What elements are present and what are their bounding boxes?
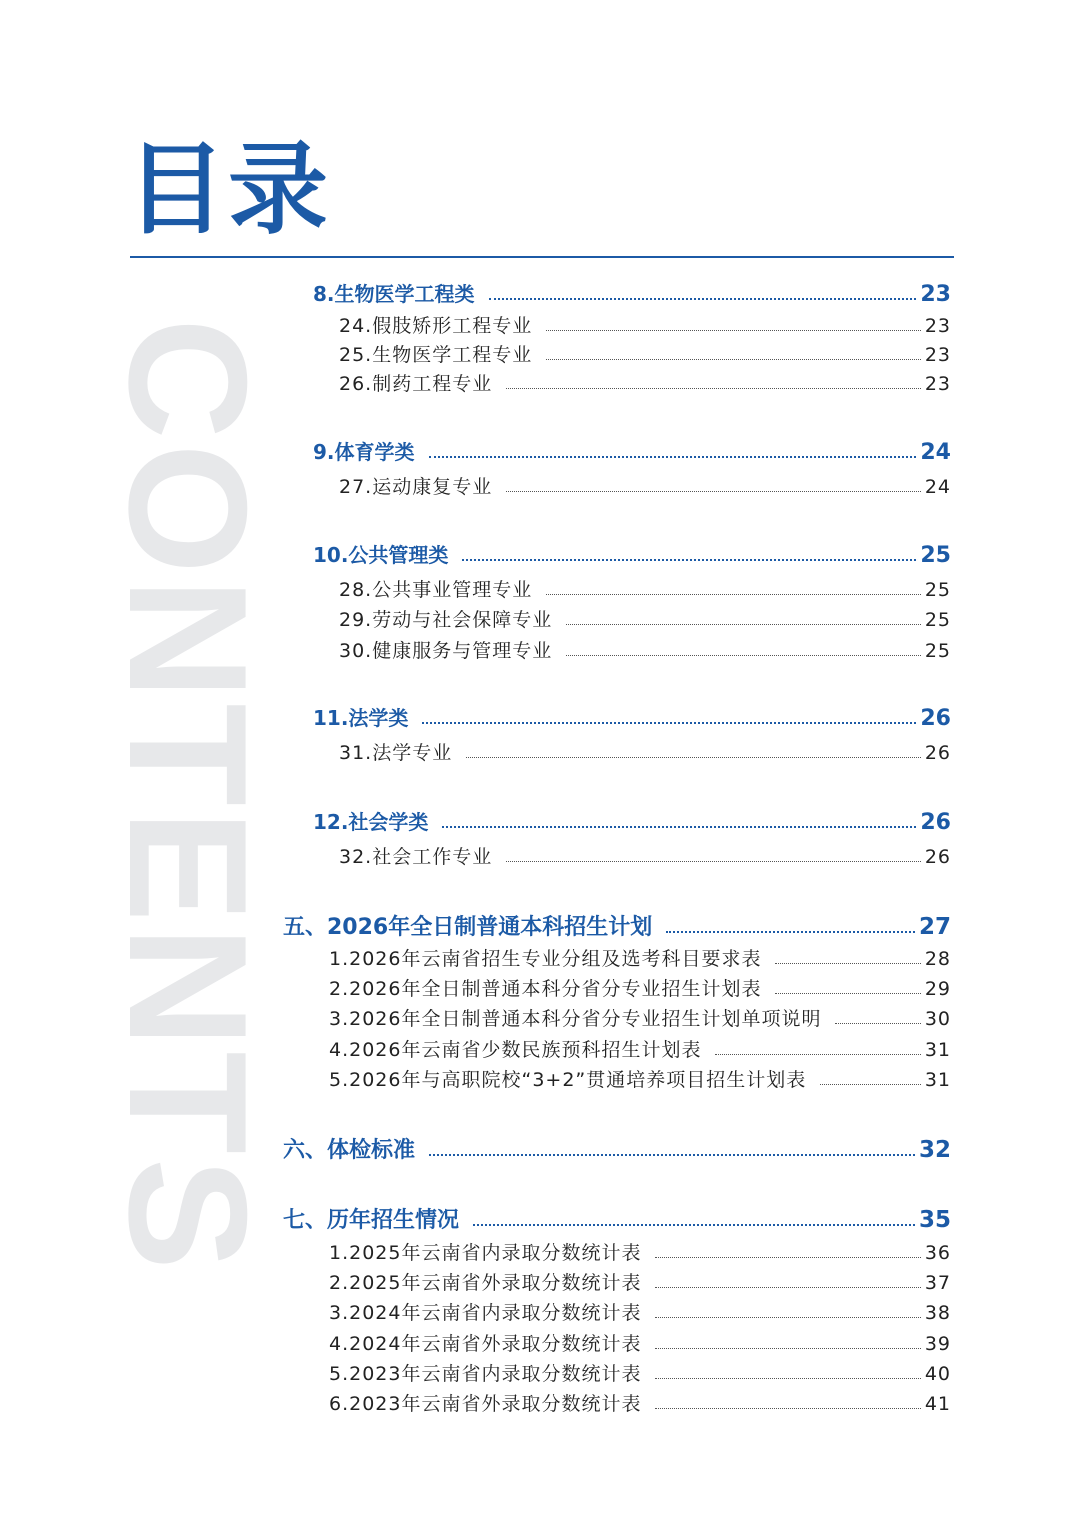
- toc-subitem-row[interactable]: [329, 1298, 951, 1325]
- toc-page-number: 23: [924, 315, 951, 337]
- toc-page-number: 30: [924, 1008, 951, 1030]
- dot-leader: [666, 931, 915, 933]
- toc-entry-label: 六、体检标准: [283, 1138, 416, 1163]
- toc-page-number: 24: [924, 476, 951, 498]
- dot-leader: [655, 1317, 920, 1318]
- toc-subitem-row[interactable]: [329, 1238, 951, 1265]
- toc-page-number: 41: [924, 1393, 951, 1415]
- toc-page-number: 25: [924, 640, 951, 662]
- dot-leader: [506, 388, 921, 389]
- toc-subitem-row[interactable]: [329, 1065, 951, 1092]
- toc-page-number: 25: [924, 609, 951, 631]
- toc-entry-label: 32.社会工作专业: [339, 846, 493, 868]
- dot-leader: [775, 963, 920, 964]
- dot-leader: [429, 1154, 915, 1156]
- toc-entry-label: 9.体育学类: [313, 440, 415, 464]
- dot-leader: [775, 993, 920, 994]
- dot-leader: [655, 1408, 920, 1409]
- dot-leader: [835, 1023, 920, 1024]
- toc-entry-label: 28.公共事业管理专业: [339, 579, 533, 601]
- toc-page-number: 23: [924, 344, 951, 366]
- watermark-text: CONTENTS: [94, 318, 282, 1274]
- toc-page-number: 38: [924, 1302, 951, 1324]
- toc-page-number: 23: [920, 282, 951, 307]
- toc-entry-label: 1.2025年云南省内录取分数统计表: [329, 1242, 642, 1264]
- toc-entry-label: 5.2026年与高职院校“3+2”贯通培养项目招生计划表: [329, 1069, 807, 1091]
- toc-entry-label: 31.法学专业: [339, 742, 453, 764]
- toc-section-row[interactable]: [283, 1203, 951, 1234]
- toc-category-row[interactable]: [313, 702, 951, 731]
- toc-page-number: 26: [924, 846, 951, 868]
- toc-page-number: 40: [924, 1363, 951, 1385]
- toc-subitem-row[interactable]: [339, 340, 951, 367]
- toc-entry-label: 11.法学类: [313, 706, 409, 730]
- toc-section-row[interactable]: [283, 1133, 951, 1164]
- toc-entry-label: 12.社会学类: [313, 810, 429, 834]
- toc-page-number: 31: [924, 1039, 951, 1061]
- toc-subitem-row[interactable]: [339, 605, 951, 632]
- toc-page-number: 32: [918, 1137, 951, 1163]
- toc-page-number: 26: [924, 742, 951, 764]
- toc-entry-label: 8.生物医学工程类: [313, 282, 475, 306]
- dot-leader: [566, 624, 921, 625]
- toc-page-number: 25: [920, 543, 951, 568]
- toc-subitem-row[interactable]: [339, 842, 951, 869]
- toc-page-number: 36: [924, 1242, 951, 1264]
- toc-subitem-row[interactable]: [339, 369, 951, 396]
- toc-entry-label: 2.2025年云南省外录取分数统计表: [329, 1272, 642, 1294]
- dot-leader: [655, 1257, 920, 1258]
- toc-entry-label: 30.健康服务与管理专业: [339, 640, 553, 662]
- toc-entry-label: 27.运动康复专业: [339, 476, 493, 498]
- dot-leader: [546, 330, 921, 331]
- toc-entry-label: 1.2026年云南省招生专业分组及选考科目要求表: [329, 948, 762, 970]
- toc-entry-label: 6.2023年云南省外录取分数统计表: [329, 1393, 642, 1415]
- dot-leader: [566, 655, 921, 656]
- contents-watermark: [94, 318, 282, 1274]
- toc-entry-label: 5.2023年云南省内录取分数统计表: [329, 1363, 642, 1385]
- toc-page-number: 28: [924, 948, 951, 970]
- page-title: 目录: [126, 131, 330, 248]
- dot-leader: [655, 1378, 920, 1379]
- toc-entry-label: 3.2024年云南省内录取分数统计表: [329, 1302, 642, 1324]
- toc-entry-label: 4.2024年云南省外录取分数统计表: [329, 1333, 642, 1355]
- toc-page-number: 26: [920, 706, 951, 731]
- toc-subitem-row[interactable]: [329, 1268, 951, 1295]
- toc-category-row[interactable]: [313, 436, 951, 465]
- toc-entry-label: 29.劳动与社会保障专业: [339, 609, 553, 631]
- toc-page-number: 37: [924, 1272, 951, 1294]
- toc-category-row[interactable]: [313, 806, 951, 835]
- toc-subitem-row[interactable]: [339, 472, 951, 499]
- toc-subitem-row[interactable]: [339, 738, 951, 765]
- dot-leader: [473, 1224, 915, 1226]
- toc-page-number: 31: [924, 1069, 951, 1091]
- toc-entry-label: 25.生物医学工程专业: [339, 344, 533, 366]
- dot-leader: [429, 456, 917, 458]
- dot-leader: [820, 1084, 921, 1085]
- toc-subitem-row[interactable]: [329, 1329, 951, 1356]
- toc-entry-label: 2.2026年全日制普通本科分省分专业招生计划表: [329, 978, 762, 1000]
- toc-subitem-row[interactable]: [329, 944, 951, 971]
- toc-entry-label: 10.公共管理类: [313, 543, 449, 567]
- toc-page-number: 29: [924, 978, 951, 1000]
- toc-entry-label: 五、2026年全日制普通本科招生计划: [283, 915, 653, 940]
- dot-leader: [466, 757, 921, 758]
- toc-category-row[interactable]: [313, 539, 951, 568]
- toc-page-number: 27: [918, 914, 951, 940]
- dot-leader: [546, 359, 921, 360]
- toc-subitem-row[interactable]: [329, 1359, 951, 1386]
- toc-page-number: 35: [918, 1207, 951, 1233]
- dot-leader: [422, 722, 916, 724]
- toc-section-row[interactable]: [283, 910, 951, 941]
- toc-subitem-row[interactable]: [339, 636, 951, 663]
- dot-leader: [546, 594, 921, 595]
- dot-leader: [506, 491, 921, 492]
- dot-leader: [715, 1054, 920, 1055]
- toc-entry-label: 24.假肢矫形工程专业: [339, 315, 533, 337]
- dot-leader: [489, 298, 917, 300]
- toc-subitem-row[interactable]: [329, 1035, 951, 1062]
- toc-page-number: 39: [924, 1333, 951, 1355]
- toc-entry-label: 3.2026年全日制普通本科分省分专业招生计划单项说明: [329, 1008, 822, 1030]
- toc-entry-label: 4.2026年云南省少数民族预科招生计划表: [329, 1039, 702, 1061]
- dot-leader: [655, 1348, 920, 1349]
- dot-leader: [655, 1287, 920, 1288]
- toc-subitem-row[interactable]: [329, 1389, 951, 1416]
- toc-entry-label: 26.制药工程专业: [339, 373, 493, 395]
- dot-leader: [442, 826, 916, 828]
- toc-subitem-row[interactable]: [329, 974, 951, 1001]
- dot-leader: [462, 559, 916, 561]
- dot-leader: [506, 861, 921, 862]
- toc-entry-label: 七、历年招生情况: [283, 1208, 460, 1233]
- title-divider: [130, 256, 954, 258]
- toc-subitem-row[interactable]: [339, 311, 951, 338]
- toc-page-number: 24: [920, 440, 951, 465]
- toc-page-number: 26: [920, 810, 951, 835]
- toc-page-number: 25: [924, 579, 951, 601]
- toc-subitem-row[interactable]: [339, 575, 951, 602]
- toc-page-number: 23: [924, 373, 951, 395]
- toc-category-row[interactable]: [313, 278, 951, 307]
- toc-subitem-row[interactable]: [329, 1004, 951, 1031]
